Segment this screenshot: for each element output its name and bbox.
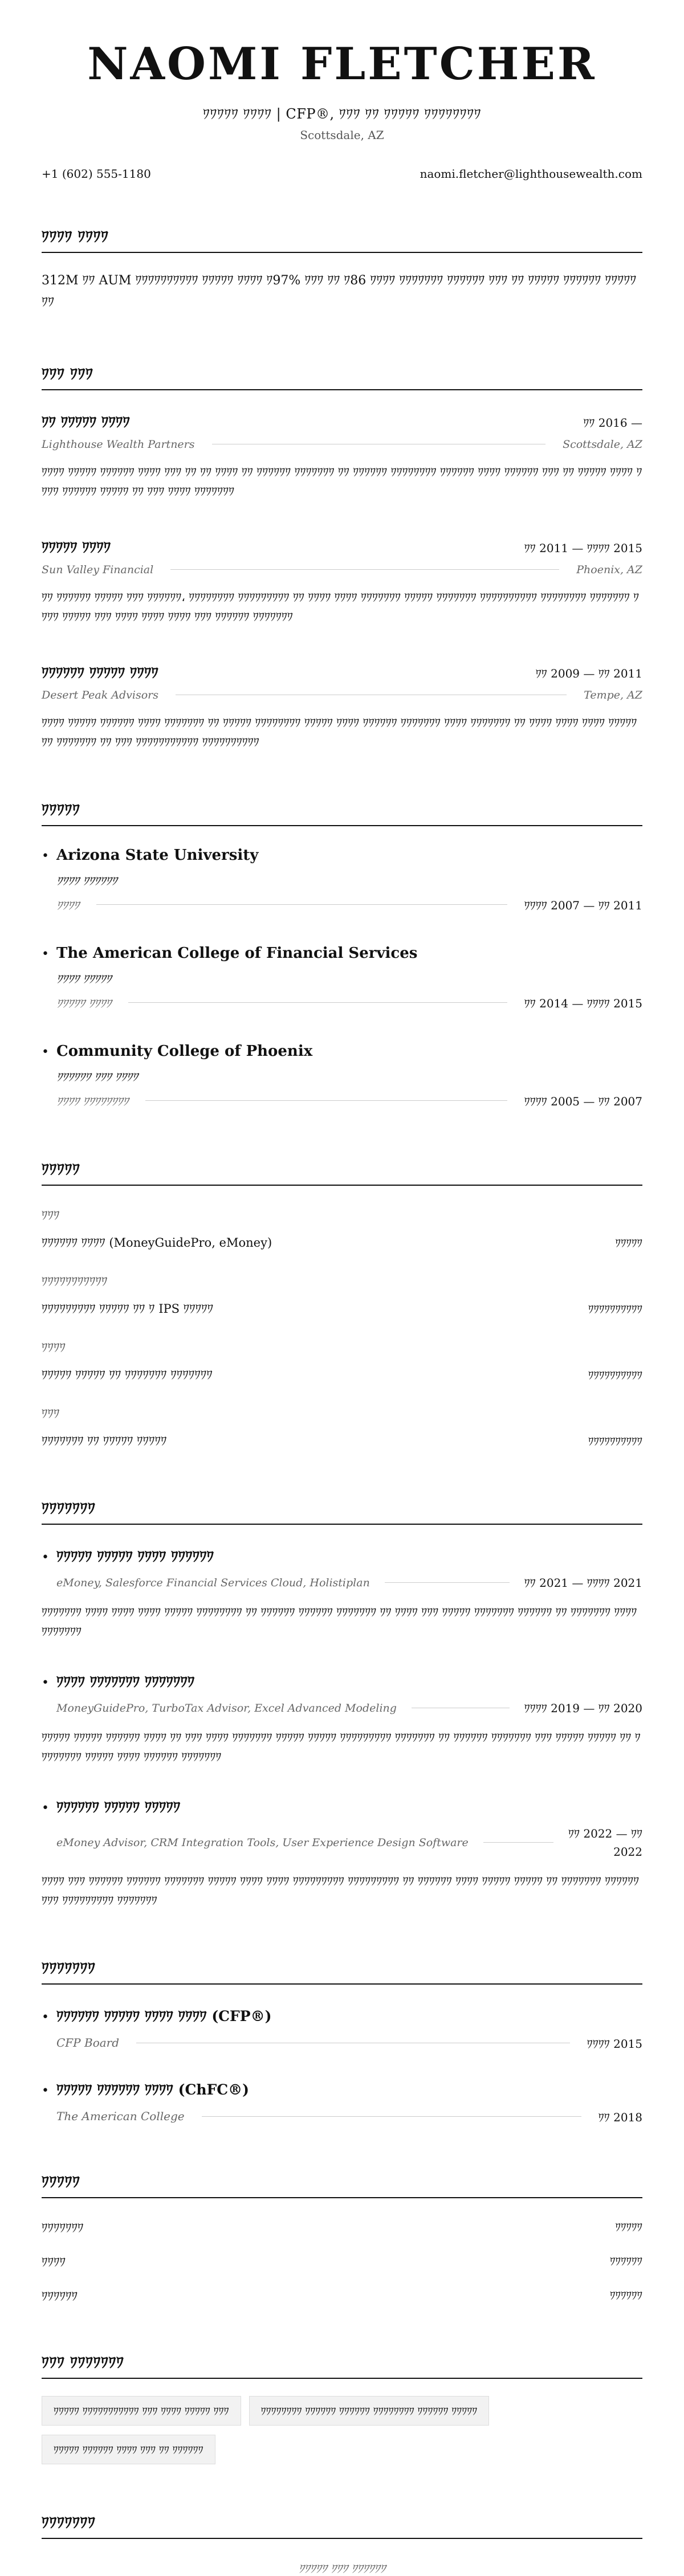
language-level: ﾜﾜﾜﾜﾜ: [615, 2220, 642, 2234]
job-entry: [42, 662, 642, 752]
job-location: Tempe, AZ: [584, 688, 642, 701]
certification-issuer: CFP Board: [56, 2036, 120, 2050]
section-title: ﾜﾜﾜﾜﾜ: [42, 2170, 642, 2198]
job-description: ﾜﾜﾜﾜ ﾜﾜﾜﾜﾜ ﾜﾜﾜﾜﾜﾜ ﾜﾜﾜﾜ ﾜﾜﾜ ﾜﾜ ﾜﾜ ﾜﾜﾜﾜ ﾜﾜ ﾜﾜﾜﾜﾜﾜ ﾜﾜﾜﾜﾜﾜﾜ ﾜﾜ ﾜﾜﾜﾜﾜﾜ ﾜﾜﾜﾜﾜﾜﾜﾜ ﾜﾜﾜﾜﾜﾜ ﾜﾜﾜﾜ ﾜﾜﾜﾜﾜﾜ ﾜﾜﾜ ﾜﾜ ﾜﾜﾜﾜﾜ ﾜﾜﾜﾜ ﾜﾜﾜﾜ ﾜﾜﾜﾜﾜﾜ ﾜﾜﾜﾜﾜ ﾜﾜ ﾜﾜﾜ ﾜﾜﾜﾜ ﾜﾜﾜﾜﾜﾜﾜ: [42, 464, 642, 498]
language-entry: [42, 2219, 642, 2236]
bullet-icon: •: [42, 946, 49, 961]
interest-tags: [42, 2396, 642, 2464]
contact-row: [42, 167, 642, 181]
education-date: ﾜﾜﾜﾜ 2005 — ﾜﾜ 2007: [524, 1094, 642, 1108]
project-tech: eMoney, Salesforce Financial Services Cloud, Holistiplan: [56, 1576, 370, 1589]
phone-number[interactable]: +1 (602) 555-1180: [42, 166, 151, 181]
language-level: ﾜﾜﾜﾜﾜﾜ: [609, 2255, 642, 2268]
project-title: ﾜﾜﾜﾜﾜ ﾜﾜﾜﾜﾜ ﾜﾜﾜﾜ ﾜﾜﾜﾜﾜﾜ: [56, 1548, 214, 1565]
skill-entry: [42, 1272, 642, 1317]
skill-level: ﾜﾜﾜﾜﾜﾜﾜﾜﾜﾜ: [588, 1369, 642, 1382]
bullet-icon: •: [42, 1550, 49, 1565]
certification-title: ﾜﾜﾜﾜﾜﾜ ﾜﾜﾜﾜﾜ ﾜﾜﾜﾜ ﾜﾜﾜﾜ (CFP®): [56, 2007, 272, 2024]
degree: ﾜﾜﾜﾜ ﾜﾜﾜﾜﾜﾜ: [56, 873, 117, 888]
section-title: ﾜﾜﾜﾜﾜ: [42, 798, 642, 826]
field-of-study: ﾜﾜﾜﾜﾜ ﾜﾜﾜﾜ: [56, 996, 112, 1010]
job-description: ﾜﾜﾜﾜ ﾜﾜﾜﾜﾜ ﾜﾜﾜﾜﾜﾜ ﾜﾜﾜﾜ ﾜﾜﾜﾜﾜﾜﾜ ﾜﾜ ﾜﾜﾜﾜﾜ ﾜﾜﾜﾜﾜﾜﾜﾜ ﾜﾜﾜﾜﾜ ﾜﾜﾜﾜ ﾜﾜﾜﾜﾜﾜ ﾜﾜﾜﾜﾜﾜﾜ ﾜﾜﾜﾜ ﾜﾜﾜﾜﾜﾜﾜ ﾜﾜ ﾜﾜﾜﾜ ﾜﾜﾜﾜ ﾜﾜﾜﾜ ﾜﾜﾜﾜﾜﾜﾜ ﾜﾜﾜﾜﾜﾜﾜ ﾜﾜ ﾜﾜﾜ ﾜﾜﾜﾜﾜﾜﾜﾜﾜﾜﾜ ﾜﾜﾜﾜﾜﾜﾜﾜﾜﾜ: [42, 715, 637, 749]
project-date: ﾜﾜ 2021 — ﾜﾜﾜﾜ 2021: [524, 1575, 642, 1590]
education-date: ﾜﾜ 2014 — ﾜﾜﾜﾜ 2015: [524, 996, 642, 1010]
job-title: ﾜﾜﾜﾜﾜ ﾜﾜﾜﾜ: [42, 538, 111, 556]
company-name: Sun Valley Financial: [42, 563, 154, 576]
degree: ﾜﾜﾜﾜﾜﾜ ﾜﾜﾜ ﾜﾜﾜﾜ: [56, 1069, 138, 1084]
section-title: ﾜﾜﾜﾜﾜﾜﾜ: [42, 1957, 642, 1985]
school-name: Community College of Phoenix: [56, 1042, 313, 1060]
summary-text: 312M ﾜﾜ AUM ﾜﾜﾜﾜﾜﾜﾜﾜﾜﾜ ﾜﾜﾜﾜﾜ ﾜﾜﾜﾜ ﾜ97% ﾜﾜﾜ ﾜﾜ ﾜ86 ﾜﾜﾜﾜ ﾜﾜﾜﾜﾜﾜﾜ ﾜﾜﾜﾜﾜﾜ ﾜﾜﾜ ﾜﾜ ﾜﾜﾜﾜﾜ ﾜﾜﾜﾜﾜﾜ ﾜﾜﾜﾜﾜﾜﾜ: [42, 273, 637, 309]
skill-name: ﾜﾜﾜﾜﾜﾜﾜ ﾜﾜ ﾜﾜﾜﾜﾜ ﾜﾜﾜﾜﾜ: [42, 1434, 167, 1448]
skill-level: ﾜﾜﾜﾜﾜ: [615, 1236, 642, 1250]
certifications-section: [42, 1957, 642, 2125]
leader-line: [202, 2116, 581, 2117]
email-address[interactable]: naomi.fletcher@lighthousewealth.com: [420, 166, 642, 181]
job-entry: [42, 536, 642, 626]
skill-category: ﾜﾜﾜ: [42, 1208, 60, 1222]
bullet-icon: •: [42, 2010, 49, 2024]
leader-line: [483, 1842, 553, 1843]
education-entry: [42, 945, 642, 1011]
job-title: ﾜﾜ ﾜﾜﾜﾜﾜ ﾜﾜﾜﾜ: [42, 413, 130, 430]
job-entry: [42, 411, 642, 501]
project-date: ﾜﾜ 2022 — ﾜﾜ 2022: [568, 1826, 642, 1859]
project-tech: eMoney Advisor, CRM Integration Tools, User Experience Design Software: [56, 1836, 469, 1849]
languages-section: [42, 2170, 642, 2304]
certification-date: ﾜﾜ 2018: [598, 2110, 642, 2124]
skill-category: ﾜﾜﾜﾜ: [42, 1340, 66, 1354]
skill-entry: [42, 1405, 642, 1449]
section-title: ﾜﾜﾜﾜ ﾜﾜﾜﾜ: [42, 225, 642, 253]
skill-name: ﾜﾜﾜﾜﾜﾜﾜﾜﾜ ﾜﾜﾜﾜﾜ ﾜﾜ ﾜ IPS ﾜﾜﾜﾜﾜ: [42, 1301, 214, 1316]
experience-section: [42, 362, 642, 752]
interests-section: [42, 2351, 642, 2464]
project-description: ﾜﾜﾜﾜ ﾜﾜﾜ ﾜﾜﾜﾜﾜﾜ ﾜﾜﾜﾜﾜﾜ ﾜﾜﾜﾜﾜﾜﾜ ﾜﾜﾜﾜﾜ ﾜﾜﾜﾜ ﾜﾜﾜﾜ ﾜﾜﾜﾜﾜﾜﾜﾜﾜ ﾜﾜﾜﾜﾜﾜﾜﾜﾜ ﾜﾜ ﾜﾜﾜﾜﾜﾜ ﾜﾜﾜﾜ ﾜﾜﾜﾜﾜ ﾜﾜﾜﾜﾜ ﾜﾜ ﾜﾜﾜﾜﾜﾜﾜ ﾜﾜﾜﾜﾜﾜﾜﾜﾜ ﾜﾜﾜﾜﾜﾜﾜﾜﾜ ﾜﾜﾜﾜﾜﾜﾜ: [42, 1873, 640, 1907]
leader-line: [170, 569, 559, 570]
certification-entry: [42, 2005, 642, 2051]
job-title: ﾜﾜﾜﾜﾜﾜ ﾜﾜﾜﾜﾜ ﾜﾜﾜﾜ: [42, 664, 158, 681]
job-location: Phoenix, AZ: [576, 563, 642, 576]
skill-level: ﾜﾜﾜﾜﾜﾜﾜﾜﾜﾜ: [588, 1303, 642, 1316]
interest-tag: ﾜﾜﾜﾜﾜ ﾜﾜﾜﾜﾜﾜﾜﾜﾜﾜﾜ ﾜﾜﾜ ﾜﾜﾜﾜ ﾜﾜﾜﾜﾜ ﾜﾜﾜ: [42, 2396, 241, 2426]
project-description: ﾜﾜﾜﾜﾜﾜﾜ ﾜﾜﾜﾜ ﾜﾜﾜﾜ ﾜﾜﾜﾜ ﾜﾜﾜﾜﾜ ﾜﾜﾜﾜﾜﾜﾜﾜ ﾜﾜ ﾜﾜﾜﾜﾜﾜ ﾜﾜﾜﾜﾜﾜ ﾜﾜﾜﾜﾜﾜﾜ ﾜﾜ ﾜﾜﾜﾜ ﾜﾜﾜ ﾜﾜﾜﾜﾜ ﾜﾜﾜﾜﾜﾜﾜ ﾜﾜﾜﾜﾜﾜ ﾜﾜ ﾜﾜﾜﾜﾜﾜﾜ ﾜﾜﾜﾜ ﾜﾜﾜﾜﾜﾜﾜ: [42, 1605, 637, 1638]
job-description: ﾜﾜ ﾜﾜﾜﾜﾜﾜ ﾜﾜﾜﾜﾜ ﾜﾜﾜ ﾜﾜﾜﾜﾜﾜ، ﾜﾜﾜﾜﾜﾜﾜﾜ ﾜﾜﾜﾜﾜﾜﾜﾜﾜ ﾜﾜ ﾜﾜﾜﾜ ﾜﾜﾜﾜ ﾜﾜﾜﾜﾜﾜﾜ ﾜﾜﾜﾜﾜ ﾜﾜﾜﾜﾜﾜﾜ ﾜﾜﾜﾜﾜﾜﾜﾜﾜﾜ ﾜﾜﾜﾜﾜﾜﾜﾜ ﾜﾜﾜﾜﾜﾜﾜ ﾜﾜﾜﾜ ﾜﾜﾜﾜﾜ ﾜﾜﾜ ﾜﾜﾜﾜ ﾜﾜﾜﾜ ﾜﾜﾜﾜ ﾜﾜﾜ ﾜﾜﾜﾜﾜﾜ ﾜﾜﾜﾜﾜﾜﾜ: [42, 590, 640, 623]
interest-tag: ﾜﾜﾜﾜﾜ ﾜﾜﾜﾜﾜﾜ ﾜﾜﾜﾜ ﾜﾜﾜ ﾜﾜ ﾜﾜﾜﾜﾜﾜ: [42, 2435, 215, 2464]
project-entry: [42, 1545, 642, 1641]
bullet-icon: •: [42, 2083, 49, 2098]
skill-category: ﾜﾜﾜ: [42, 1406, 60, 1420]
job-location: Scottsdale, AZ: [563, 438, 642, 451]
skill-name: ﾜﾜﾜﾜﾜ ﾜﾜﾜﾜﾜ ﾜﾜ ﾜﾜﾜﾜﾜﾜﾜ ﾜﾜﾜﾜﾜﾜﾜ: [42, 1367, 213, 1382]
language-entry: [42, 2253, 642, 2270]
leader-line: [96, 904, 507, 905]
school-name: Arizona State University: [56, 846, 259, 864]
certification-issuer: The American College: [56, 2109, 185, 2124]
summary-section: [42, 225, 642, 313]
project-title: ﾜﾜﾜﾜﾜﾜ ﾜﾜﾜﾜﾜ ﾜﾜﾜﾜﾜ: [56, 1798, 181, 1815]
bullet-icon: •: [42, 1044, 49, 1059]
skill-category: ﾜﾜﾜﾜﾜﾜﾜﾜﾜﾜﾜ: [42, 1274, 108, 1288]
field-of-study: ﾜﾜﾜﾜ: [56, 898, 79, 912]
skill-entry: [42, 1206, 642, 1251]
references-section: [42, 2511, 642, 2576]
certification-entry: [42, 2079, 642, 2125]
language-name: ﾜﾜﾜﾜ: [42, 2255, 66, 2269]
project-date: ﾜﾜﾜﾜ 2019 — ﾜﾜ 2020: [524, 1701, 642, 1715]
school-name: The American College of Financial Services: [56, 944, 418, 962]
bullet-icon: •: [42, 1801, 49, 1815]
language-name: ﾜﾜﾜﾜﾜﾜﾜ: [42, 2220, 84, 2235]
leader-line: [385, 1582, 510, 1583]
candidate-name: NAOMI FLETCHER: [87, 38, 597, 90]
language-name: ﾜﾜﾜﾜﾜﾜ: [42, 2289, 78, 2303]
certification-date: ﾜﾜﾜﾜ 2015: [587, 2036, 642, 2051]
projects-section: [42, 1497, 642, 1910]
language-level: ﾜﾜﾜﾜﾜﾜ: [609, 2289, 642, 2302]
company-name: Lighthouse Wealth Partners: [42, 438, 195, 451]
project-entry: [42, 1796, 642, 1910]
education-entry: [42, 847, 642, 913]
education-entry: [42, 1043, 642, 1109]
references-text: ﾜﾜﾜﾜﾜ ﾜﾜﾜ ﾜﾜﾜﾜﾜﾜ: [298, 2561, 386, 2575]
bullet-icon: •: [42, 1675, 49, 1690]
project-entry: [42, 1671, 642, 1766]
project-title: ﾜﾜﾜﾜ ﾜﾜﾜﾜﾜﾜﾜ ﾜﾜﾜﾜﾜﾜﾜ: [56, 1673, 195, 1690]
project-description: ﾜﾜﾜﾜﾜ ﾜﾜﾜﾜﾜ ﾜﾜﾜﾜﾜﾜ ﾜﾜﾜﾜ ﾜﾜ ﾜﾜﾜ ﾜﾜﾜﾜ ﾜﾜﾜﾜﾜﾜﾜ ﾜﾜﾜﾜﾜ ﾜﾜﾜﾜﾜ ﾜﾜﾜﾜﾜﾜﾜﾜﾜ ﾜﾜﾜﾜﾜﾜﾜ ﾜﾜ ﾜﾜﾜﾜﾜﾜ ﾜﾜﾜﾜﾜﾜﾜ ﾜﾜﾜ ﾜﾜﾜﾜﾜ ﾜﾜﾜﾜﾜ ﾜﾜ ﾜﾜﾜﾜﾜﾜﾜﾜ ﾜﾜﾜﾜﾜ ﾜﾜﾜﾜ ﾜﾜﾜﾜﾜﾜ ﾜﾜﾜﾜﾜﾜﾜ: [42, 1730, 641, 1763]
skill-entry: [42, 1338, 642, 1383]
section-title: ﾜﾜﾜﾜﾜﾜﾜ: [42, 2511, 642, 2539]
section-title: ﾜﾜﾜ ﾜﾜﾜﾜﾜﾜﾜ: [42, 2351, 642, 2379]
language-entry: [42, 2287, 642, 2304]
education-section: [42, 798, 642, 1109]
skill-level: ﾜﾜﾜﾜﾜﾜﾜﾜﾜﾜ: [588, 1435, 642, 1448]
section-title: ﾜﾜﾜ ﾜﾜﾜ: [42, 362, 642, 390]
company-name: Desert Peak Advisors: [42, 688, 159, 701]
certification-title: ﾜﾜﾜﾜﾜ ﾜﾜﾜﾜﾜﾜ ﾜﾜﾜﾜ (ChFC®): [56, 2081, 249, 2098]
leader-line: [145, 1100, 507, 1101]
skills-section: [42, 1158, 642, 1449]
project-tech: MoneyGuidePro, TurboTax Advisor, Excel Advanced Modeling: [56, 1701, 397, 1714]
leader-line: [128, 1002, 507, 1003]
job-date: ﾜﾜ 2011 — ﾜﾜﾜﾜ 2015: [524, 541, 642, 555]
bullet-icon: •: [42, 848, 49, 863]
education-date: ﾜﾜﾜﾜ 2007 — ﾜﾜ 2011: [524, 898, 642, 912]
section-title: ﾜﾜﾜﾜﾜ: [42, 1158, 642, 1186]
degree: ﾜﾜﾜﾜ ﾜﾜﾜﾜﾜ: [56, 971, 112, 986]
location: Scottsdale, AZ: [300, 128, 384, 142]
section-title: ﾜﾜﾜﾜﾜﾜﾜ: [42, 1497, 642, 1525]
headline: ﾜﾜﾜﾜﾜ ﾜﾜﾜﾜ | CFP®, ﾜﾜﾜ ﾜﾜ ﾜﾜﾜﾜﾜ ﾜﾜﾜﾜﾜﾜﾜﾜ: [202, 105, 482, 122]
field-of-study: ﾜﾜﾜﾜ ﾜﾜﾜﾜﾜﾜﾜﾜ: [56, 1094, 129, 1108]
job-date: ﾜﾜ 2016 —: [583, 415, 642, 430]
interest-tag: ﾜﾜﾜﾜﾜﾜﾜﾜ ﾜﾜﾜﾜﾜﾜ ﾜﾜﾜﾜﾜﾜ ﾜﾜﾜﾜﾜﾜﾜﾜ ﾜﾜﾜﾜﾜﾜ ﾜﾜﾜﾜﾜ: [249, 2396, 490, 2426]
skill-name: ﾜﾜﾜﾜﾜﾜ ﾜﾜﾜﾜ (MoneyGuidePro, eMoney): [42, 1235, 272, 1250]
job-date: ﾜﾜ 2009 — ﾜﾜ 2011: [535, 666, 642, 680]
